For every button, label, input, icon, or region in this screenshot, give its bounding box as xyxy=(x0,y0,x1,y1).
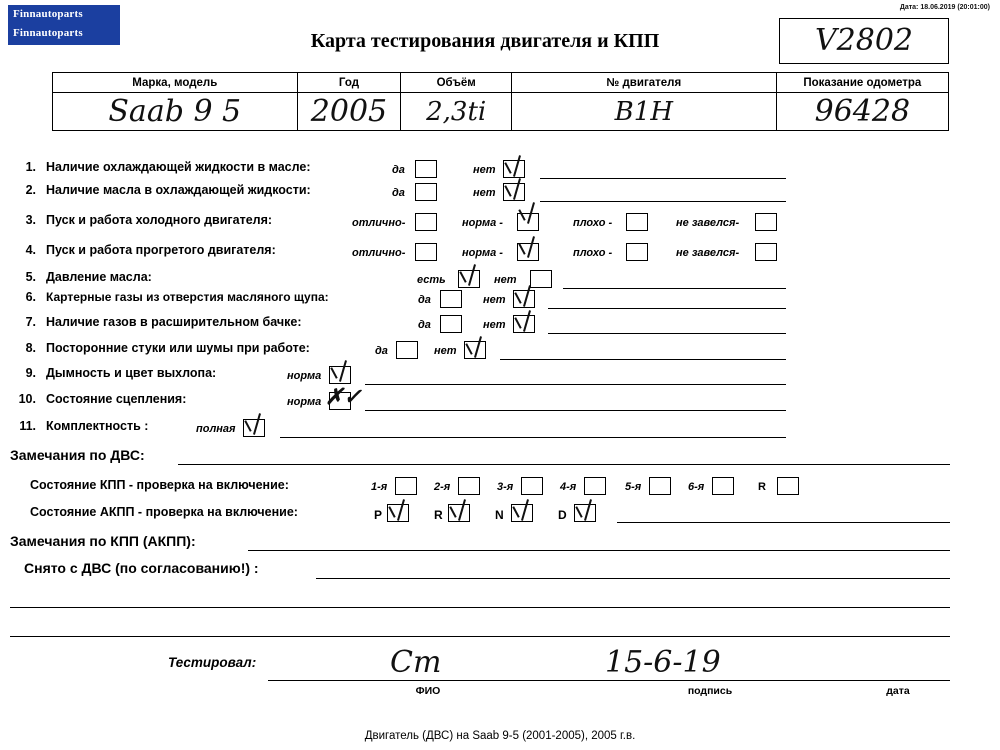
gear-label-p: P xyxy=(374,508,383,522)
checklist-item-1 xyxy=(0,160,1000,182)
auto-number-value: V2802 xyxy=(814,23,913,58)
checklist-item-6 xyxy=(0,290,1000,312)
table-header-row xyxy=(53,73,949,93)
item-label: Картерные газы из отверстия масляного щупа: xyxy=(46,290,329,304)
option-label-nostart: не завелся- xyxy=(676,247,740,259)
watermark-logo xyxy=(8,5,120,45)
caption-fio: ФИО xyxy=(415,685,441,697)
checkbox-no[interactable] xyxy=(464,341,486,359)
gear-label-2: 2-я xyxy=(434,481,451,493)
checklist-item-3 xyxy=(0,213,1000,235)
item-number: 9. xyxy=(25,366,36,380)
checkbox-gear-p[interactable] xyxy=(387,504,409,522)
note-line xyxy=(540,201,786,202)
checkbox-yes[interactable] xyxy=(415,183,437,201)
option-label-bad: плохо - xyxy=(573,247,613,259)
item-label: Пуск и работа холодного двигателя: xyxy=(46,213,273,227)
checkbox-yes[interactable] xyxy=(440,290,462,308)
option-label-no: нет xyxy=(473,164,496,176)
gear-label-r: R xyxy=(434,508,443,522)
signature-line[interactable] xyxy=(268,680,950,681)
removed-line-2[interactable] xyxy=(10,607,950,608)
checkbox-no[interactable] xyxy=(513,315,535,333)
checkbox-present[interactable] xyxy=(458,270,480,288)
checkbox-yes[interactable] xyxy=(440,315,462,333)
removed-line-1[interactable] xyxy=(316,578,950,579)
item-label: Наличие газов в расширительном бачке: xyxy=(46,315,302,329)
checkbox-yes[interactable] xyxy=(396,341,418,359)
checklist-item-5 xyxy=(0,270,1000,292)
item-label: Наличие охлаждающей жидкости в масле: xyxy=(46,160,311,174)
check-mark-normal: ✗✓ xyxy=(325,384,362,410)
gear-label-n: N xyxy=(495,508,504,522)
checkbox-no[interactable] xyxy=(513,290,535,308)
kpp-notes-label: Замечания по КПП (АКПП): xyxy=(10,533,196,549)
auto-number-box xyxy=(779,18,949,64)
mkpp-label: Состояние КПП - проверка на включение: xyxy=(30,478,289,492)
checkbox-gear-n[interactable] xyxy=(511,504,533,522)
item-label: Состояние сцепления: xyxy=(46,392,187,406)
note-line xyxy=(548,308,786,309)
item-number: 5. xyxy=(25,270,36,284)
item-label: Комплектность : xyxy=(46,419,149,433)
item-number: 4. xyxy=(25,243,36,257)
checkbox-gear-6[interactable] xyxy=(712,477,734,495)
checkbox-gear-1[interactable] xyxy=(395,477,417,495)
checkbox-full[interactable] xyxy=(243,419,265,437)
akpp-note-line[interactable] xyxy=(617,522,950,523)
cell-make-model: Saab 9 5 xyxy=(53,93,298,131)
removed-label: Снято с ДВС (по согласованию!) : xyxy=(24,560,259,576)
option-label-normal: норма xyxy=(287,396,322,408)
checkbox-gear-4[interactable] xyxy=(584,477,606,495)
checklist-item-11 xyxy=(0,419,1000,441)
gear-label-3: 3-я xyxy=(497,481,514,493)
item-number: 7. xyxy=(25,315,36,329)
option-label-no: нет xyxy=(473,187,496,199)
item-number: 1. xyxy=(25,160,36,174)
item-number: 6. xyxy=(25,290,36,304)
kpp-notes-line[interactable] xyxy=(248,550,950,551)
item-label: Пуск и работа прогретого двигателя: xyxy=(46,243,276,257)
header-engine-no: № двигателя xyxy=(512,73,777,93)
item-number: 10. xyxy=(18,392,36,406)
cell-engine-no: B1H xyxy=(512,93,777,131)
checkbox-no[interactable] xyxy=(503,183,525,201)
checkbox-gear-r[interactable] xyxy=(448,504,470,522)
watermark-line-1: Finnautoparts xyxy=(13,8,83,20)
option-label-no: нет xyxy=(483,294,506,306)
checkbox-gear-3[interactable] xyxy=(521,477,543,495)
engine-notes-label: Замечания по ДВС: xyxy=(10,447,145,463)
checkbox-gear-5[interactable] xyxy=(649,477,671,495)
option-label-excellent: отлично- xyxy=(352,247,406,259)
option-label-no: нет xyxy=(434,345,457,357)
note-line xyxy=(365,384,786,385)
checklist-item-2 xyxy=(0,183,1000,205)
note-line xyxy=(500,359,786,360)
cell-odometer: 96428 xyxy=(776,93,948,131)
checklist-item-8 xyxy=(0,341,1000,363)
option-label-yes: да xyxy=(392,187,405,199)
checkbox-excellent[interactable] xyxy=(415,213,437,231)
note-line xyxy=(563,288,786,289)
checkbox-gear-r[interactable] xyxy=(777,477,799,495)
checklist-item-7 xyxy=(0,315,1000,337)
option-label-yes: да xyxy=(375,345,388,357)
header-year: Год xyxy=(297,73,401,93)
item-number: 8. xyxy=(25,341,36,355)
removed-line-3[interactable] xyxy=(10,636,950,637)
item-label: Дымность и цвет выхлопа: xyxy=(46,366,217,380)
note-line xyxy=(365,410,786,411)
item-number: 3. xyxy=(25,213,36,227)
option-label-yes: да xyxy=(418,319,431,331)
gear-label-5: 5-я xyxy=(625,481,642,493)
option-label-excellent: отлично- xyxy=(352,217,406,229)
option-label-normal: норма - xyxy=(462,247,503,259)
checkbox-bad[interactable] xyxy=(626,243,648,261)
gear-label-6: 6-я xyxy=(688,481,705,493)
option-label-no: нет xyxy=(483,319,506,331)
note-line xyxy=(548,333,786,334)
header-odometer: Показание одометра xyxy=(776,73,948,93)
gear-label-r: R xyxy=(758,481,766,493)
checkbox-yes[interactable] xyxy=(415,160,437,178)
gear-label-d: D xyxy=(558,508,567,522)
checkbox-normal[interactable] xyxy=(329,366,351,384)
date-stamp: Дата: 18.06.2019 (20:01:00) xyxy=(899,4,990,11)
option-label-normal: норма - xyxy=(462,217,503,229)
note-line xyxy=(280,437,786,438)
option-label-yes: да xyxy=(418,294,431,306)
option-label-full: полная xyxy=(196,423,236,435)
checkbox-nostart[interactable] xyxy=(755,243,777,261)
checkbox-gear-d[interactable] xyxy=(574,504,596,522)
table-value-row xyxy=(53,93,949,131)
checkbox-normal[interactable] xyxy=(517,213,539,231)
watermark-line-2: Finnautoparts xyxy=(13,27,83,39)
item-number: 2. xyxy=(25,183,36,197)
checkbox-no[interactable] xyxy=(503,160,525,178)
checklist-item-10 xyxy=(0,384,1000,414)
option-label-present: есть xyxy=(417,274,446,286)
header-volume: Объём xyxy=(401,73,512,93)
page-title: Карта тестирования двигателя и КПП xyxy=(310,30,660,52)
vehicle-info-table xyxy=(52,72,949,131)
engine-notes-line[interactable] xyxy=(178,464,950,465)
checklist-item-4 xyxy=(0,243,1000,265)
caption-signature: подпись xyxy=(687,685,733,697)
signature-value: Cm xyxy=(390,645,442,680)
option-label-normal: норма xyxy=(287,370,322,382)
note-line xyxy=(540,178,786,179)
option-label-bad: плохо - xyxy=(573,217,613,229)
item-label: Посторонние стуки или шумы при работе: xyxy=(46,341,310,355)
option-label-yes: да xyxy=(392,164,405,176)
checkbox-excellent[interactable] xyxy=(415,243,437,261)
gear-label-4: 4-я xyxy=(560,481,577,493)
option-label-none: нет xyxy=(494,274,517,286)
gear-label-1: 1-я xyxy=(371,481,388,493)
item-label: Наличие масла в охлаждающей жидкости: xyxy=(46,183,311,197)
checkbox-nostart[interactable] xyxy=(755,213,777,231)
cell-volume: 2,3ti xyxy=(401,93,512,131)
checkbox-gear-2[interactable] xyxy=(458,477,480,495)
image-caption: Двигатель (ДВС) на Saab 9-5 (2001-2005), 2005 г.в. xyxy=(364,730,636,742)
header-make-model: Марка, модель xyxy=(53,73,298,93)
tested-by-label: Тестировал: xyxy=(168,655,257,670)
akpp-label: Состояние АКПП - проверка на включение: xyxy=(30,505,298,519)
caption-date: дата xyxy=(886,685,910,697)
checkbox-bad[interactable] xyxy=(626,213,648,231)
option-label-nostart: не завелся- xyxy=(676,217,740,229)
checkbox-none[interactable] xyxy=(530,270,552,288)
item-number: 11. xyxy=(19,419,36,433)
cell-year: 2005 xyxy=(297,93,401,131)
checklist-item-9 xyxy=(0,366,1000,388)
checkbox-normal[interactable] xyxy=(517,243,539,261)
item-label: Давление масла: xyxy=(46,270,152,284)
date-value: 15-6-19 xyxy=(605,645,721,680)
